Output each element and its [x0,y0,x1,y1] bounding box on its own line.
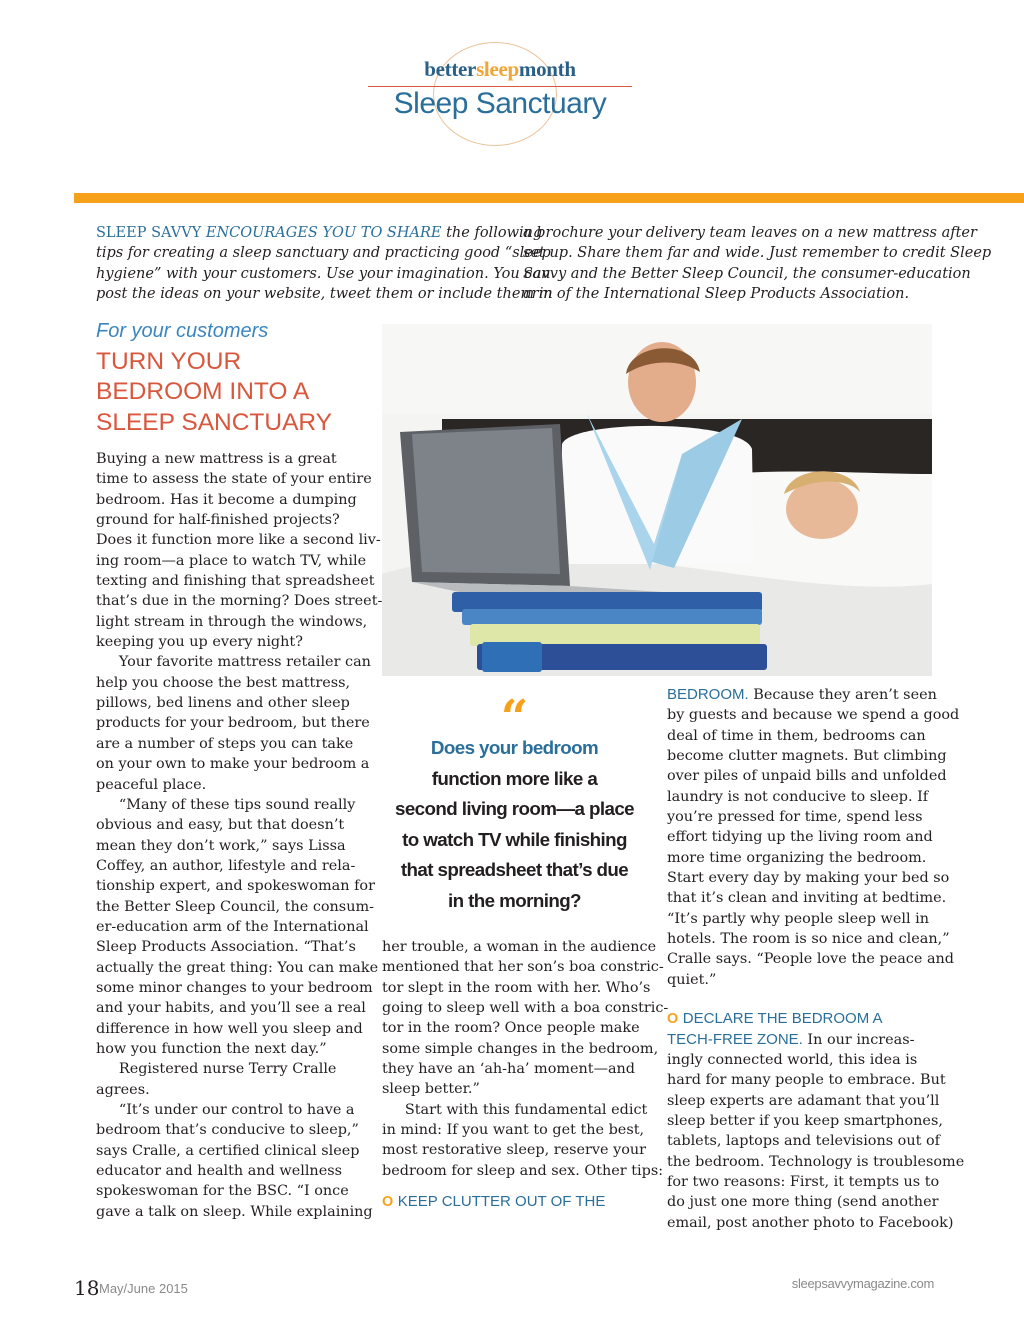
body-line: help you choose the best mattress, [96,674,351,691]
body-line: “It’s partly why people sleep well in [667,910,929,927]
body-line: products for your bedroom, but there [96,715,370,732]
website-url: sleepsavvymagazine.com [791,1276,934,1291]
intro-left [96,223,553,304]
tip-heading-text: BEDROOM. [667,686,749,703]
pull-quote [382,733,647,916]
body-line: mean they don’t work,” says Lissa [96,837,346,854]
body-line: Start with this fundamental edict [382,1101,648,1118]
body-line: some minor changes to your bedroom [96,979,373,996]
article-kicker: For your customers [96,320,269,342]
body-line: more time organizing the bedroom. [667,849,927,866]
issue-date: May/June 2015 [99,1281,188,1296]
body-line: time to assess the state of your entire [96,471,372,488]
body-line: keeping you up every night? [96,634,303,651]
body-line: you’re pressed for time, spend less [667,809,923,826]
body-line: Your favorite mattress retailer can [96,654,371,671]
intro-lead-brand: SLEEP SAVVY [96,225,202,241]
intro-right [523,223,992,304]
body-line: tablets, laptops and televisions out of [667,1133,940,1150]
body-line: her trouble, a woman in the audience [382,939,657,955]
intro-line: set up. Share them far and wide. Just remember to credit Sleep [523,245,992,262]
column-2-text [382,937,669,1181]
body-line: that’s due in the morning? Does street- [96,593,383,610]
body-line: bedroom for sleep and sex. Other tips: [382,1162,664,1179]
intro-lead-text: ENCOURAGES YOU TO SHARE [205,225,442,241]
body-line: Sleep Products Association. “That’s [96,939,356,956]
page-number: 18 [74,1276,100,1300]
brand-part-sleep: sleep [476,57,519,81]
body-line: they have an ‘ah-ha’ moment—and [382,1061,636,1078]
body-line: some simple changes in the bedroom, [382,1040,659,1057]
pull-quote-line: to watch TV while finishing [402,828,627,850]
body-line: and your habits, and you’ll see a real [96,1000,366,1017]
body-line: obvious and easy, but that doesn’t [96,817,345,834]
body-line: the bedroom. Technology is troublesome [667,1153,965,1170]
intro-line: arm of the International Sleep Products Association. [523,285,910,302]
body-line: Start every day by making your bed so [667,870,950,887]
body-line: sleep better if you keep smartphones, [667,1112,943,1129]
body-line: most restorative sleep, reserve your [382,1142,647,1159]
body-line: do just one more thing (send another [667,1194,939,1211]
body-line: er-education arm of the International [96,918,369,935]
body-line: ing room—a place to watch TV, while [96,552,367,569]
headline-line: SLEEP SANCTUARY [96,408,333,436]
tip-heading-text: TECH-FREE ZONE. [667,1030,803,1048]
body-line: spokeswoman for the BSC. “I once [96,1183,349,1200]
body-line: become clutter magnets. But climbing [667,748,947,765]
intro-line: a brochure your delivery team leaves on a new mattress after [523,225,977,241]
body-line: bedroom that’s conducive to sleep,” [96,1122,359,1139]
body-line: tor slept in the room with her. Who’s [382,979,651,996]
body-line: “Many of these tips sound really [96,796,356,813]
tip-heading-tech-free [667,1009,942,1029]
body-line: the Better Sleep Council, the consum- [96,898,374,915]
body-line: laundry is not conducive to sleep. If [667,788,929,805]
body-line: ingly connected world, this idea is [667,1051,918,1068]
body-line: going to sleep well with a boa constric- [382,1000,669,1017]
series-logo [370,57,630,82]
body-line: In our increas- [802,1031,915,1048]
body-line: sleep better.” [382,1081,480,1098]
brand-part-month: month [518,57,576,81]
intro-line: post the ideas on your website, tweet them or include them in [96,285,553,302]
body-line: “It’s under our control to have a [96,1102,355,1118]
pull-quote-line: second living room—a place [394,798,635,819]
body-line: Buying a new mattress is a great [96,451,337,467]
section-divider-bar [74,193,1024,203]
intro-line: hygiene” with your customers. Use your imagination. You can [96,265,551,282]
body-line: in mind: If you want to get the best, [382,1122,645,1139]
pull-quote-line: in the morning? [448,889,581,911]
tip-heading-clutter [382,1192,652,1212]
body-column-2 [382,937,669,1212]
body-column-1 [96,449,383,1222]
body-line: that it’s clean and inviting at bedtime. [667,890,947,907]
body-line: over piles of unpaid bills and unfolded [667,768,947,785]
body-line: Does it function more like a second liv- [96,532,381,549]
body-line: by guests and because we spend a good [667,707,960,724]
body-line: deal of time in them, bedrooms can [667,727,926,744]
tip-heading-text: DECLARE THE BEDROOM A [682,1010,883,1028]
body-line: difference in how well you sleep and [96,1020,363,1037]
body-line: ground for half-finished projects? [96,512,340,529]
intro-line: Savvy and the Better Sleep Council, the consumer-education [523,265,971,282]
body-line: Coffey, an author, lifestyle and rela- [96,857,356,874]
body-line: tor in the room? Once people make [382,1020,640,1037]
body-line: sleep experts are adamant that you’ll [667,1092,940,1109]
page-title: Sleep Sanctuary [393,87,607,120]
body-line: light stream in through the windows, [96,613,368,630]
body-line: hard for many people to embrace. But [667,1072,946,1089]
body-line: mentioned that her son’s boa constric- [382,959,664,976]
body-column-3 [667,685,965,1233]
tip-heading-continued [667,1030,942,1050]
body-line: texting and finishing that spreadsheet [96,573,375,590]
body-line: tionship expert, and spokeswoman for [96,878,375,895]
body-line: effort tidying up the living room and [667,829,933,846]
column-3-text-b [667,1050,965,1233]
body-line: on your own to make your bedroom a [96,756,370,773]
bullet-icon: O [667,1011,679,1028]
body-line: educator and health and wellness [96,1163,342,1180]
pull-quote-highlight: Does your bedroom [430,737,599,758]
body-line: Cralle says. “People love the peace and [667,951,955,968]
bedroom-photo-illustration [382,324,932,676]
headline-line: BEDROOM INTO A [96,378,310,406]
headline-line: TURN YOUR [96,348,242,375]
column-3-text-a [667,705,960,990]
brand-part-better: better [424,57,477,81]
pull-quote-line: that spreadsheet that’s due [400,859,629,880]
body-line: how you function the next day.” [96,1040,327,1057]
body-line: email, post another photo to Facebook) [667,1214,954,1231]
bullet-icon: O [382,1194,394,1211]
pull-quote-line: function more like a [431,767,598,789]
body-line: agrees. [96,1081,150,1098]
body-line: hotels. The room is so nice and clean,” [667,931,950,948]
body-line: for two reasons: First, it tempts us to [667,1173,940,1190]
body-line: actually the great thing: You can make [96,959,379,976]
body-line: bedroom. Has it become a dumping [96,491,357,508]
body-line: quiet.” [667,971,717,988]
body-line: peaceful place. [96,776,207,793]
body-line: Registered nurse Terry Cralle [96,1061,337,1078]
intro-line: tips for creating a sleep sanctuary and practicing good “sleep [96,245,551,262]
article-headline [96,347,366,438]
tip-heading-continued [667,685,942,705]
article-photo [382,324,932,676]
quote-mark-icon: “ [500,690,529,746]
body-line: pillows, bed linens and other sleep [96,695,350,712]
body-line: are a number of steps you can take [96,735,354,752]
intro-line: the following [441,225,543,241]
body-line: gave a talk on sleep. While explaining [96,1203,373,1220]
tip-heading-text: KEEP CLUTTER OUT OF THE [397,1193,606,1211]
body-line: Because they aren’t seen [748,687,937,703]
body-line: says Cralle, a certified clinical sleep [96,1142,360,1159]
